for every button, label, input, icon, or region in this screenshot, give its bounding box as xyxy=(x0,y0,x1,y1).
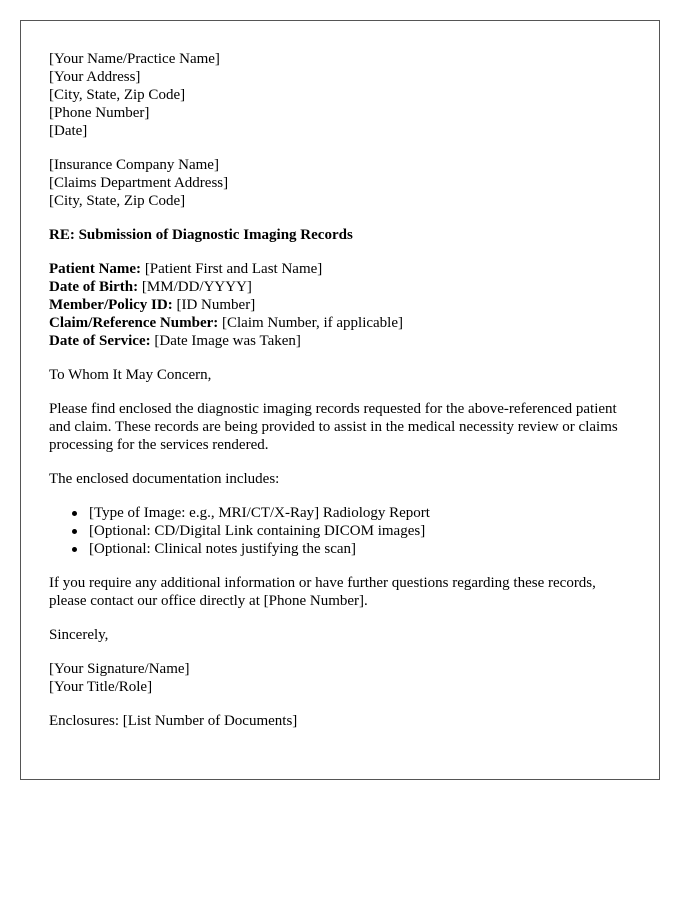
sender-name-line: [Your Name/Practice Name] xyxy=(49,51,220,67)
sender-city-line: [City, State, Zip Code] xyxy=(49,87,186,103)
list-item xyxy=(89,504,631,522)
sender-date-line: [Date] xyxy=(49,123,88,139)
list-item xyxy=(89,540,631,558)
salutation: To Whom It May Concern, xyxy=(49,367,212,383)
closing: Sincerely, xyxy=(49,627,109,643)
claim-number-row xyxy=(49,314,631,332)
list-item-text: [Optional: CD/Digital Link containing DICOM images] xyxy=(89,523,426,539)
signature-name-line: [Your Signature/Name] xyxy=(49,661,190,677)
contact-paragraph: If you require any additional information or have further questions regarding these records, please contact our office directly at [Phone Number]. xyxy=(49,575,596,609)
bullet-icon xyxy=(72,511,77,516)
list-item-text: [Type of Image: e.g., MRI/CT/X-Ray] Radiology Report xyxy=(89,505,430,521)
date-of-birth-row xyxy=(49,278,631,296)
bullet-icon xyxy=(72,547,77,552)
date-of-service-value: [Date Image was Taken] xyxy=(150,333,301,349)
claim-number-label: Claim/Reference Number: xyxy=(49,315,219,331)
recipient-city-line: [City, State, Zip Code] xyxy=(49,193,186,209)
patient-name-row xyxy=(49,260,631,278)
list-item xyxy=(89,522,631,540)
documentation-list xyxy=(49,504,631,558)
patient-name-value: [Patient First and Last Name] xyxy=(141,261,323,277)
patient-name-label: Patient Name: xyxy=(49,261,142,277)
date-of-service-row xyxy=(49,332,631,350)
bullet-icon xyxy=(72,529,77,534)
body-paragraph: Please find enclosed the diagnostic imaging records requested for the above-referenced patient and claim. These records are being provided to assist in the medical necessity review or claims processing for the services rendered. xyxy=(49,401,618,453)
policy-id-row xyxy=(49,296,631,314)
policy-id-label: Member/Policy ID: xyxy=(49,297,173,313)
date-of-birth-value: [MM/DD/YYYY] xyxy=(138,279,252,295)
policy-id-value: [ID Number] xyxy=(172,297,256,313)
letter-document xyxy=(20,20,660,780)
signature-block xyxy=(49,660,631,696)
claim-number-value: [Claim Number, if applicable] xyxy=(218,315,404,331)
sender-address-line: [Your Address] xyxy=(49,69,141,85)
subject-line: RE: Submission of Diagnostic Imaging Records xyxy=(49,227,353,243)
sender-address-block xyxy=(49,50,631,140)
sender-phone-line: [Phone Number] xyxy=(49,105,150,121)
signature-title-line: [Your Title/Role] xyxy=(49,679,153,695)
date-of-birth-label: Date of Birth: xyxy=(49,279,139,295)
documentation-intro: The enclosed documentation includes: xyxy=(49,471,280,487)
list-item-text: [Optional: Clinical notes justifying the scan] xyxy=(89,541,357,557)
recipient-company-line: [Insurance Company Name] xyxy=(49,157,219,173)
date-of-service-label: Date of Service: xyxy=(49,333,151,349)
patient-info-block xyxy=(49,260,631,350)
recipient-address-line: [Claims Department Address] xyxy=(49,175,229,191)
recipient-address-block xyxy=(49,156,631,210)
enclosures-line: Enclosures: [List Number of Documents] xyxy=(49,713,298,729)
